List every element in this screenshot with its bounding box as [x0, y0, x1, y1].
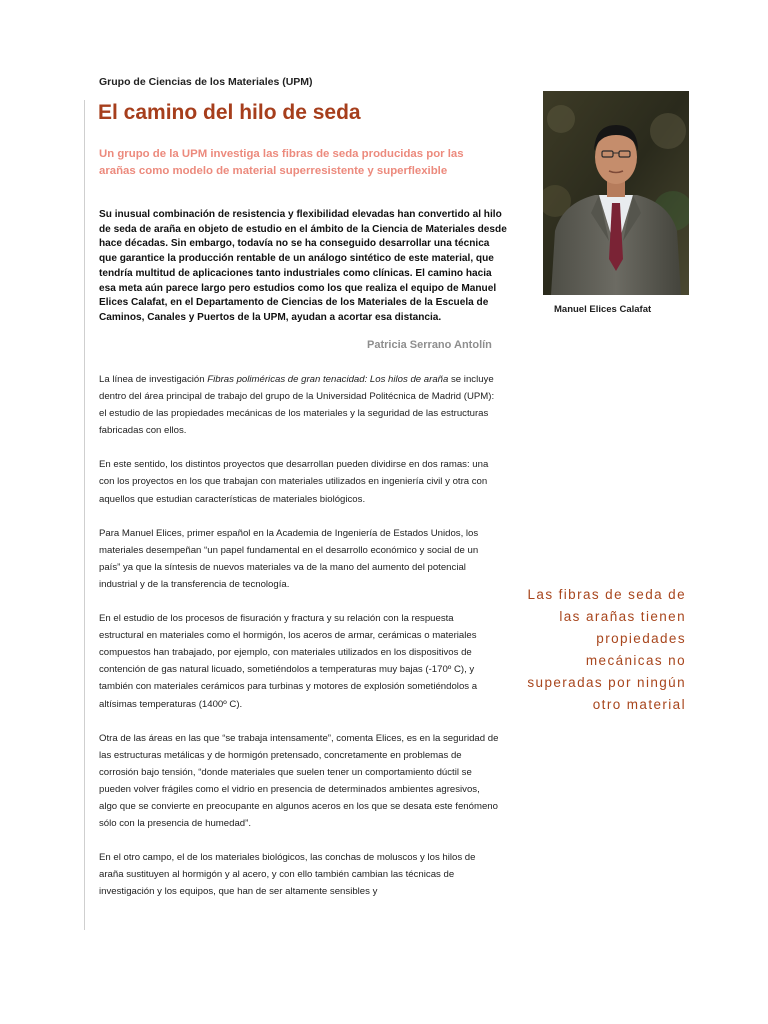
left-margin-rule [84, 100, 85, 930]
photo-caption: Manuel Elices Calafat [554, 304, 652, 315]
body-paragraph: Para Manuel Elices, primer español en la Academia de Ingeniería de Estados Unidos, los materiales desempeñan “un papel fundamental en el desarrollo económico y social de un país” ya que la síntesis de nuevos materiales va de la mano del aumento del potencial industrial y de la transferencia de tecnología. [99, 527, 479, 590]
article-subtitle: Un grupo de la UPM investiga las fibras de seda producidas por las arañas como modelo de material superresistente y superflexible [99, 148, 464, 177]
body-paragraph: En el estudio de los procesos de fisuración y fractura y su relación con la respuesta estructural en materiales como el hormigón, los aceros de armar, cerámicas o materiales compuestos han trabajado, por ejemplo, con materiales utilizados en los dispositivos de contención de gas natural licuado, sometiéndolos a temperaturas muy bajas (-170º C), y también con materiales cerámicos para turbinas y motores de explosión sometiéndolos a altísimas temperaturas (1400º C). [99, 613, 478, 710]
portrait-photo [543, 91, 689, 295]
body-text-span: se incluye dentro del área principal de trabajo del grupo de la Universidad Politécnica de Madrid (UPM): el estudio de las propiedades mecánicas de los materiales y la seguridad de las estructuras fabricadas con ellos. [99, 374, 495, 437]
article-body [99, 371, 499, 917]
article-title: El camino del hilo de seda [98, 101, 361, 124]
body-paragraph: En el otro campo, el de los materiales biológicos, las conchas de moluscos y los hilos de araña sustituyen al hormigón y al acero, y con ello también cambian las técnicas de investigación y los equipos, que han de ser altamente sensibles y [99, 852, 476, 898]
article-lead: Su inusual combinación de resistencia y flexibilidad elevadas han convertido al hilo de seda de araña en objeto de estudio en el ámbito de la Ciencia de Materiales desde hace décadas. Sin embargo, todavía no se ha conseguido desarrollar una técnica que garantice la producción rentable de un análogo sintético de este material, que tendría multitud de aplicaciones tanto industriales como clínicas. El camino hacia esa meta aún parece largo pero estudios como los que realiza el equipo de Manuel Elices Calafat, en el Departamento de Ciencias de los Materiales de la Escuela de Caminos, Canales y Puertos de la UPM, ayudan a acortar esa distancia. [99, 209, 507, 323]
body-text-span: La línea de investigación [99, 374, 208, 385]
section-kicker: Grupo de Ciencias de los Materiales (UPM) [99, 76, 313, 88]
research-line-title: Fibras poliméricas de gran tenacidad: Los hilos de araña [207, 374, 449, 385]
pull-quote: Las fibras de seda de las arañas tienen propiedades mecánicas no superadas por ningún otro material [527, 587, 686, 712]
body-paragraph: En este sentido, los distintos proyectos que desarrollan pueden dividirse en dos ramas: una con los proyectos en los que trabajan con materiales utilizados en ingeniería civil y otra con aquellos que estudian características de materiales biológicos. [99, 459, 489, 505]
portrait-illustration [543, 91, 689, 295]
body-paragraph [99, 371, 499, 439]
author-byline: Patricia Serrano Antolín [367, 339, 492, 351]
body-paragraph: Otra de las áreas en las que “se trabaja intensamente”, comenta Elices, es en la seguridad de las estructuras metálicas y de hormigón pretensado, concretamente en problemas de corrosión bajo tensión, “donde materiales que suelen tener un comportamiento dúctil se pueden volver frágiles como el vidrio en presencia de determinados ambientes agresivos, algo que se convierte en preocupante en algunos aceros en los que se desata este fenómeno sólo con la presencia de humedad”. [99, 732, 499, 830]
